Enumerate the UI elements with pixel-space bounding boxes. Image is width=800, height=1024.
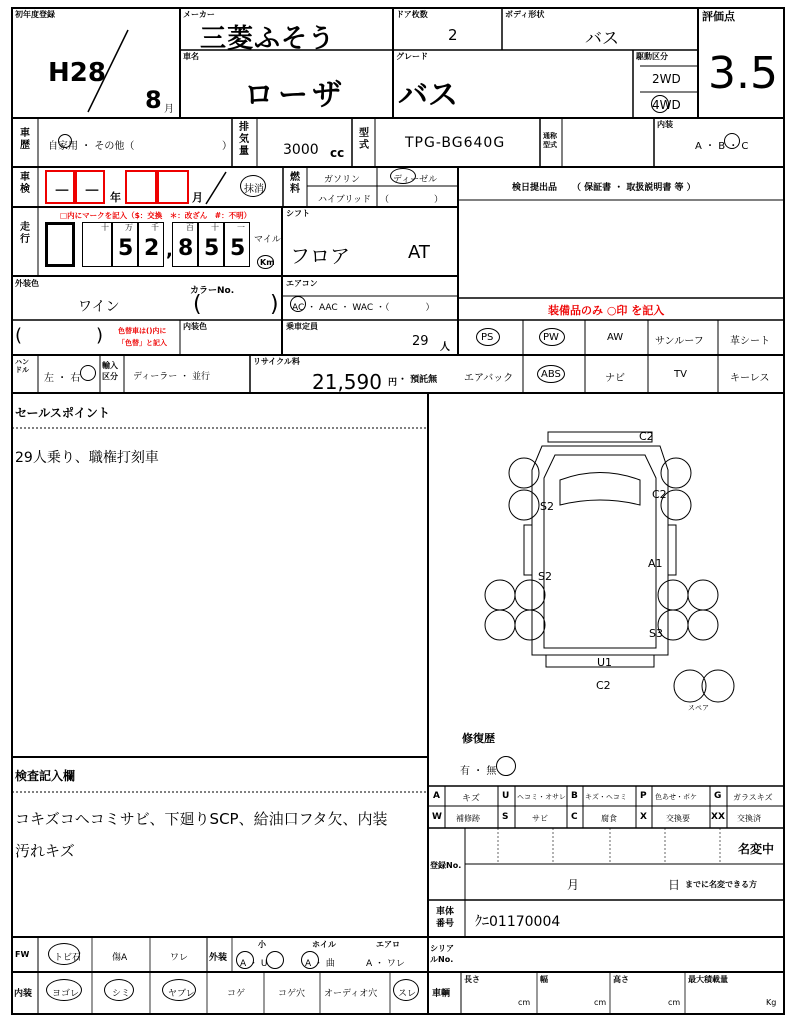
- reg-month-unit: 月: [164, 104, 174, 115]
- fuel-diesel: ディーゼル: [393, 175, 438, 185]
- fuel-label: 燃料: [290, 172, 300, 195]
- int-item: ヤブレ: [168, 989, 195, 999]
- doors-label: ドア枚数: [396, 10, 428, 19]
- docs-items: （ 保証書 ・ 取扱説明書 等 ）: [572, 183, 696, 193]
- mileage-comma: ,: [166, 240, 173, 261]
- legend-desc: ヘコミ・オサレ: [517, 793, 566, 801]
- history-label: 車歴: [20, 128, 30, 151]
- maker-label: メーカー: [183, 10, 215, 19]
- repair-value: 有 ・ 無: [460, 766, 497, 777]
- capacity-unit: 人: [440, 342, 450, 353]
- legend-code: G: [714, 791, 722, 801]
- equip-ps-circle: [476, 328, 500, 346]
- legend-code: XX: [711, 812, 725, 822]
- int-item: コゲ穴: [278, 989, 306, 999]
- mileage-unit-header: 十: [101, 223, 109, 232]
- wheel-value: A ・ 曲: [305, 959, 335, 969]
- fuel-hybrid: ハイブリッド: [318, 195, 372, 205]
- legend-code: X: [640, 812, 647, 822]
- body-label: ボディ形状: [505, 10, 545, 19]
- exterior-color-value: ワイン: [78, 299, 120, 315]
- inspection-dash-2: －: [84, 181, 101, 200]
- steering-value: 左 ・ 右: [44, 373, 81, 384]
- equip-abs-circle: [537, 365, 565, 383]
- inspection-label: 車検: [20, 172, 30, 195]
- int-label: 内装: [14, 989, 33, 999]
- legend-desc: 色あせ・ボケ: [655, 793, 697, 801]
- recycle-unit: 円: [388, 378, 398, 388]
- aero-label: エアロ: [376, 940, 400, 949]
- aero-value: A ・ ワレ: [366, 959, 405, 969]
- steering-label: ハンドル: [15, 358, 29, 374]
- reg-year: H28: [48, 58, 106, 88]
- type-label: 型式: [359, 128, 369, 151]
- spare-label: スペア: [688, 704, 709, 712]
- repair-label: 修復歴: [462, 732, 495, 745]
- recycle-fee: 21,590: [312, 370, 382, 394]
- paren-note: 色替車は()内に「色替」と記入: [118, 327, 167, 347]
- recycle-label: リサイクル料: [253, 357, 300, 366]
- km-label: Km: [260, 258, 275, 267]
- grade-label: グレード: [396, 52, 428, 61]
- equip-aw[interactable]: AW: [607, 332, 624, 343]
- check-label: 検査記入欄: [15, 769, 76, 783]
- score-label: 評価点: [702, 10, 735, 23]
- fuel-hybrid-paren: （ ）: [380, 195, 444, 205]
- small-circle-a: [236, 951, 254, 969]
- fuel-diesel-circle: [390, 168, 416, 184]
- equip-abs[interactable]: ABS: [541, 369, 561, 380]
- chassis-value: ｸﾆ01170004: [475, 914, 561, 930]
- import-value: ディーラー ・ 並行: [133, 372, 211, 382]
- diagram-label: S3: [649, 627, 663, 640]
- diagram-label: C2: [596, 679, 611, 692]
- int-item: オーディオ穴: [324, 989, 378, 999]
- doors-value: 2: [448, 26, 458, 44]
- color-no-label: カラーNo.: [190, 286, 235, 296]
- docs-label: 検日提出品: [512, 183, 558, 193]
- color-no-paren-open: (: [193, 292, 202, 317]
- equip-airbag[interactable]: エアバック: [464, 373, 514, 384]
- recycle-deposit: ・ 預託無: [398, 375, 438, 385]
- legend-code: S: [502, 812, 509, 822]
- mileage-unit-header: 百: [186, 223, 194, 232]
- legend-code: U: [502, 791, 510, 801]
- inspection-year-unit: 年: [110, 191, 121, 204]
- legend-code: B: [571, 791, 578, 801]
- legend-code: P: [640, 791, 647, 801]
- body-value: バス: [585, 29, 619, 49]
- drive-label: 駆動区分: [636, 52, 668, 61]
- mileage-digit: 2: [144, 236, 160, 261]
- reg-month: 8: [145, 86, 162, 114]
- repair-circle: [496, 756, 516, 776]
- inspection-status-circle: [240, 175, 266, 197]
- paren-open: (: [15, 325, 23, 346]
- width-label: 幅: [540, 975, 548, 984]
- weight-unit: Kg: [766, 998, 777, 1007]
- diagram-label: S2: [538, 570, 552, 583]
- small-circle-u: [266, 951, 284, 969]
- name-change-label: 名変中: [738, 842, 775, 856]
- mileage-digit: 5: [230, 236, 246, 261]
- model-value: ローザ: [244, 78, 346, 113]
- mileage-unit-header: 一: [237, 223, 245, 232]
- legend-code: A: [433, 791, 440, 801]
- inspection-dash-1: －: [54, 181, 71, 200]
- legend-code: C: [571, 812, 578, 822]
- wheel-label: ホイル: [312, 940, 336, 949]
- inspection-slash: [200, 170, 230, 206]
- length-unit: cm: [518, 998, 531, 1007]
- model-label: 車名: [183, 52, 199, 61]
- width-unit: cm: [594, 998, 607, 1007]
- common-type-label: 通称型式: [543, 132, 557, 149]
- equip-leather[interactable]: 革シート: [730, 336, 770, 347]
- diagram-label: C2: [639, 430, 654, 443]
- legend-desc: 交換済: [737, 814, 761, 823]
- shift-value: フロア: [290, 244, 350, 268]
- sales-label: セールスポイント: [15, 406, 110, 420]
- equip-sunroof[interactable]: サンルーフ: [655, 336, 704, 347]
- diagram-label: A1: [648, 557, 663, 570]
- mileage-label: 走行: [20, 222, 30, 245]
- maker-value: 三菱ふそう: [200, 24, 336, 54]
- inspection-month-unit: 月: [192, 191, 203, 204]
- sales-text: 29人乗り、職権打刻車: [15, 450, 159, 466]
- ext-label: 外装: [209, 953, 228, 963]
- equip-keyless[interactable]: キーレス: [730, 373, 770, 384]
- shift-label: シフト: [286, 209, 310, 218]
- history-value: 自家用 ・ その他（: [48, 141, 135, 152]
- int-item-circle: [104, 979, 134, 1001]
- height-unit: cm: [668, 998, 681, 1007]
- paren-close: ): [96, 325, 104, 346]
- diagram-label: U1: [597, 656, 613, 669]
- displacement-label: 排気量: [239, 122, 249, 157]
- mileage-mark-box[interactable]: [45, 222, 75, 267]
- int-item-circle: [393, 979, 419, 1001]
- registration-label: 登録No.: [430, 861, 462, 870]
- drive-4wd: 4WD: [652, 98, 681, 112]
- interior-color-label: 内装色: [183, 322, 207, 331]
- fw-label: FW: [15, 950, 30, 959]
- serial-label: シリアルNo.: [430, 944, 454, 964]
- chassis-label: 車体番号: [436, 907, 455, 929]
- mileage-unit-header: 十: [211, 223, 219, 232]
- aircon-circle: [290, 296, 306, 312]
- fuel-gasoline: ガソリン: [324, 175, 361, 185]
- equip-ps[interactable]: PS: [481, 332, 494, 343]
- equip-tv[interactable]: TV: [674, 369, 687, 380]
- int-item: ヨゴレ: [52, 989, 80, 999]
- inspection-status: 抹消: [244, 184, 264, 195]
- inspection-month-box1[interactable]: [125, 170, 157, 204]
- reg-month-label: 月: [567, 878, 580, 892]
- steering-circle: [80, 365, 96, 381]
- transmission-value: AT: [408, 242, 430, 263]
- diagram-label: C2: [652, 488, 667, 501]
- size-label: 車輌: [432, 989, 451, 999]
- mileage-note: □内にマークを記入（$：交換 ＊：改ざん #：不明）: [60, 211, 252, 220]
- int-item: コゲ: [227, 989, 246, 999]
- mileage-digit: 5: [118, 236, 134, 261]
- mileage-unit-header: 千: [151, 223, 159, 232]
- length-label: 長さ: [464, 975, 480, 984]
- capacity-value: 29: [412, 334, 429, 349]
- capacity-label: 乗車定員: [286, 322, 318, 331]
- legend-desc: 腐食: [601, 814, 617, 823]
- history-close: ）: [222, 141, 232, 152]
- score-value: 3.5: [708, 48, 778, 99]
- small-label: 小: [258, 940, 266, 949]
- legend-desc: 補修跡: [456, 814, 480, 823]
- small-value: A ・ U: [240, 959, 268, 969]
- aircon-options: AC ・ AAC ・ WAC ・（ ）: [292, 303, 435, 313]
- displacement-value: 3000: [283, 142, 319, 158]
- grade-value: バス: [398, 78, 458, 113]
- mileage-unit-header: 万: [125, 223, 133, 232]
- mile-label: マイル: [254, 235, 281, 245]
- equipment-header: 装備品のみ ○印 を記入: [548, 304, 665, 317]
- equip-navi[interactable]: ナビ: [605, 373, 625, 384]
- reg-day-label: 日: [668, 878, 681, 892]
- history-circle: [58, 134, 72, 148]
- check-text-line1: コキズコヘコミサビ、下廻りSCP、給油口フタ欠、内装: [15, 810, 388, 828]
- legend-desc: 交換要: [666, 814, 690, 823]
- interior-label: 内装: [657, 120, 673, 129]
- fw-item: トビ石: [54, 953, 82, 963]
- type-value: TPG-BG640G: [405, 135, 506, 151]
- first-reg-label: 初年度登録: [15, 10, 55, 19]
- mileage-digit: 8: [178, 236, 194, 261]
- legend-desc: キズ: [462, 794, 480, 804]
- equip-pw-circle: [539, 328, 565, 346]
- equip-pw[interactable]: PW: [543, 332, 559, 343]
- displacement-unit: cc: [330, 146, 345, 160]
- legend-code: W: [432, 812, 442, 822]
- legend-desc: キズ・ヘコミ: [585, 793, 627, 801]
- inspection-month-box2[interactable]: [157, 170, 189, 204]
- wheel-circle: [301, 951, 319, 969]
- legend-desc: サビ: [532, 814, 548, 823]
- reg-deadline: までに名変できる方: [685, 880, 757, 889]
- fw-item: 傷A: [112, 953, 128, 963]
- interior-grades: A ・ B ・ C: [695, 141, 749, 152]
- aircon-label: エアコン: [286, 279, 318, 288]
- weight-label: 最大積載量: [688, 975, 728, 984]
- color-no-paren-close: ): [270, 292, 279, 317]
- import-label: 輸入区分: [102, 361, 118, 381]
- drive-4wd-circle: [651, 95, 669, 113]
- int-item: シミ: [112, 989, 131, 999]
- height-label: 高さ: [613, 975, 629, 984]
- drive-2wd: 2WD: [652, 72, 681, 86]
- int-item: スレ: [398, 989, 417, 999]
- exterior-color-label: 外装色: [15, 279, 39, 288]
- fw-item: ワレ: [170, 953, 189, 963]
- check-text-line2: 汚れキズ: [15, 842, 75, 860]
- mileage-digit: 5: [204, 236, 220, 261]
- diagram-label: S2: [540, 500, 554, 513]
- int-item-circle: [46, 979, 82, 1001]
- int-item-circle: [162, 979, 196, 1001]
- interior-grade-circle: [724, 133, 740, 149]
- fw-item-circle: [48, 943, 80, 965]
- legend-desc: ガラスキズ: [733, 793, 773, 802]
- km-circle: [257, 255, 274, 269]
